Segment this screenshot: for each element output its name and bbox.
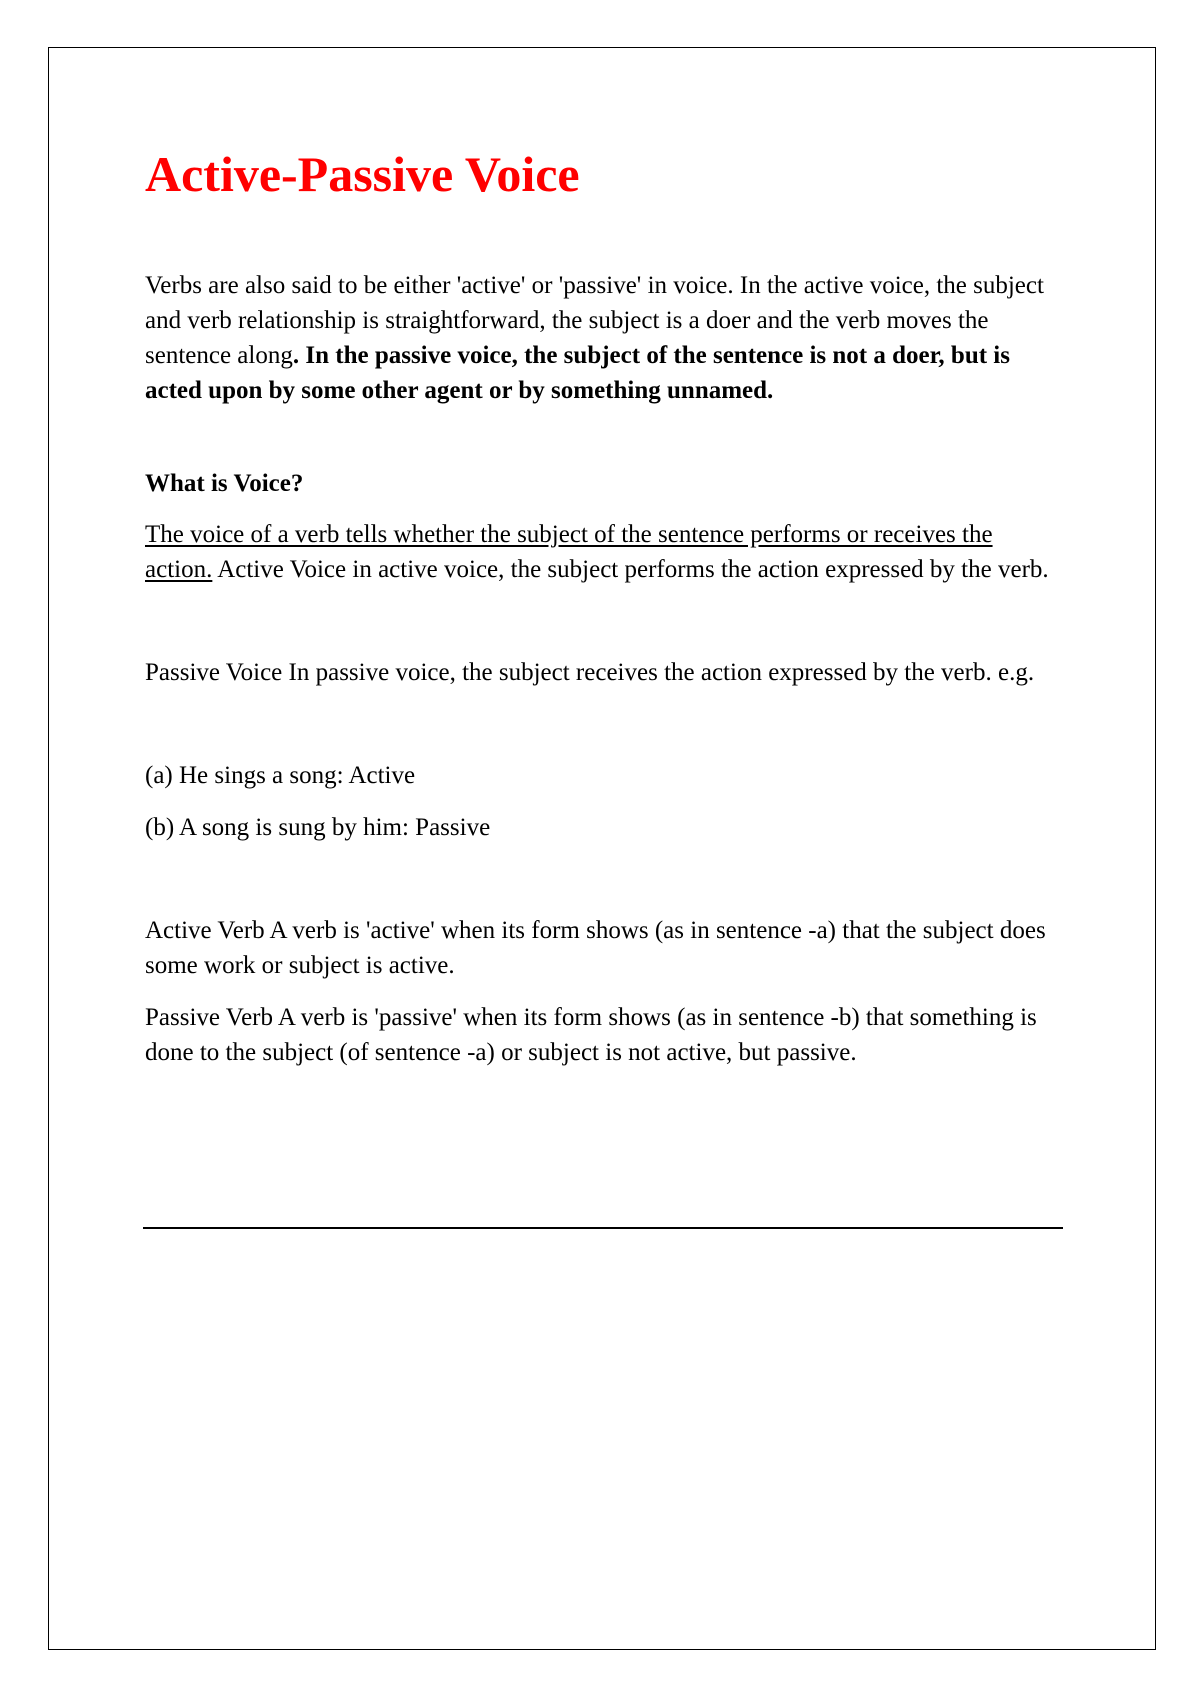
intro-paragraph bbox=[145, 268, 1065, 408]
section-heading: What is Voice? bbox=[145, 470, 304, 497]
passive-verb-paragraph: Passive Verb A verb is 'passive' when its form shows (as in sentence -b) that something is done to the subject (of sentence -a) or subject is not active, but passive. bbox=[145, 1004, 1037, 1066]
example-b: (b) A song is sung by him: Passive bbox=[145, 814, 491, 841]
intro-bold-text: . In the passive voice, the subject of the sentence is not a doer, but is acted upon by some other agent or by something unnamed. bbox=[145, 342, 1010, 404]
voice-definition-paragraph bbox=[145, 517, 1065, 587]
voice-definition-underlined: The voice of a verb tells whether the subject of the sentence performs or receives the action. bbox=[145, 521, 993, 583]
horizontal-rule bbox=[143, 1227, 1063, 1229]
intro-text: Verbs are also said to be either 'active' or 'passive' in voice. In the active voice, the subject and verb relationship is straightforward, the subject is a doer and the verb moves the sentence along bbox=[145, 272, 1044, 369]
active-verb-paragraph: Active Verb A verb is 'active' when its form shows (as in sentence -a) that the subject does some work or subject is active. bbox=[145, 917, 1046, 979]
document-body bbox=[145, 140, 1065, 1070]
example-a: (a) He sings a song: Active bbox=[145, 762, 416, 789]
voice-definition-text: Active Voice in active voice, the subject performs the action expressed by the verb. bbox=[212, 556, 1049, 583]
page-title: Active-Passive Voice bbox=[145, 146, 580, 202]
passive-voice-paragraph: Passive Voice In passive voice, the subject receives the action expressed by the verb. e.g. bbox=[145, 659, 1035, 686]
